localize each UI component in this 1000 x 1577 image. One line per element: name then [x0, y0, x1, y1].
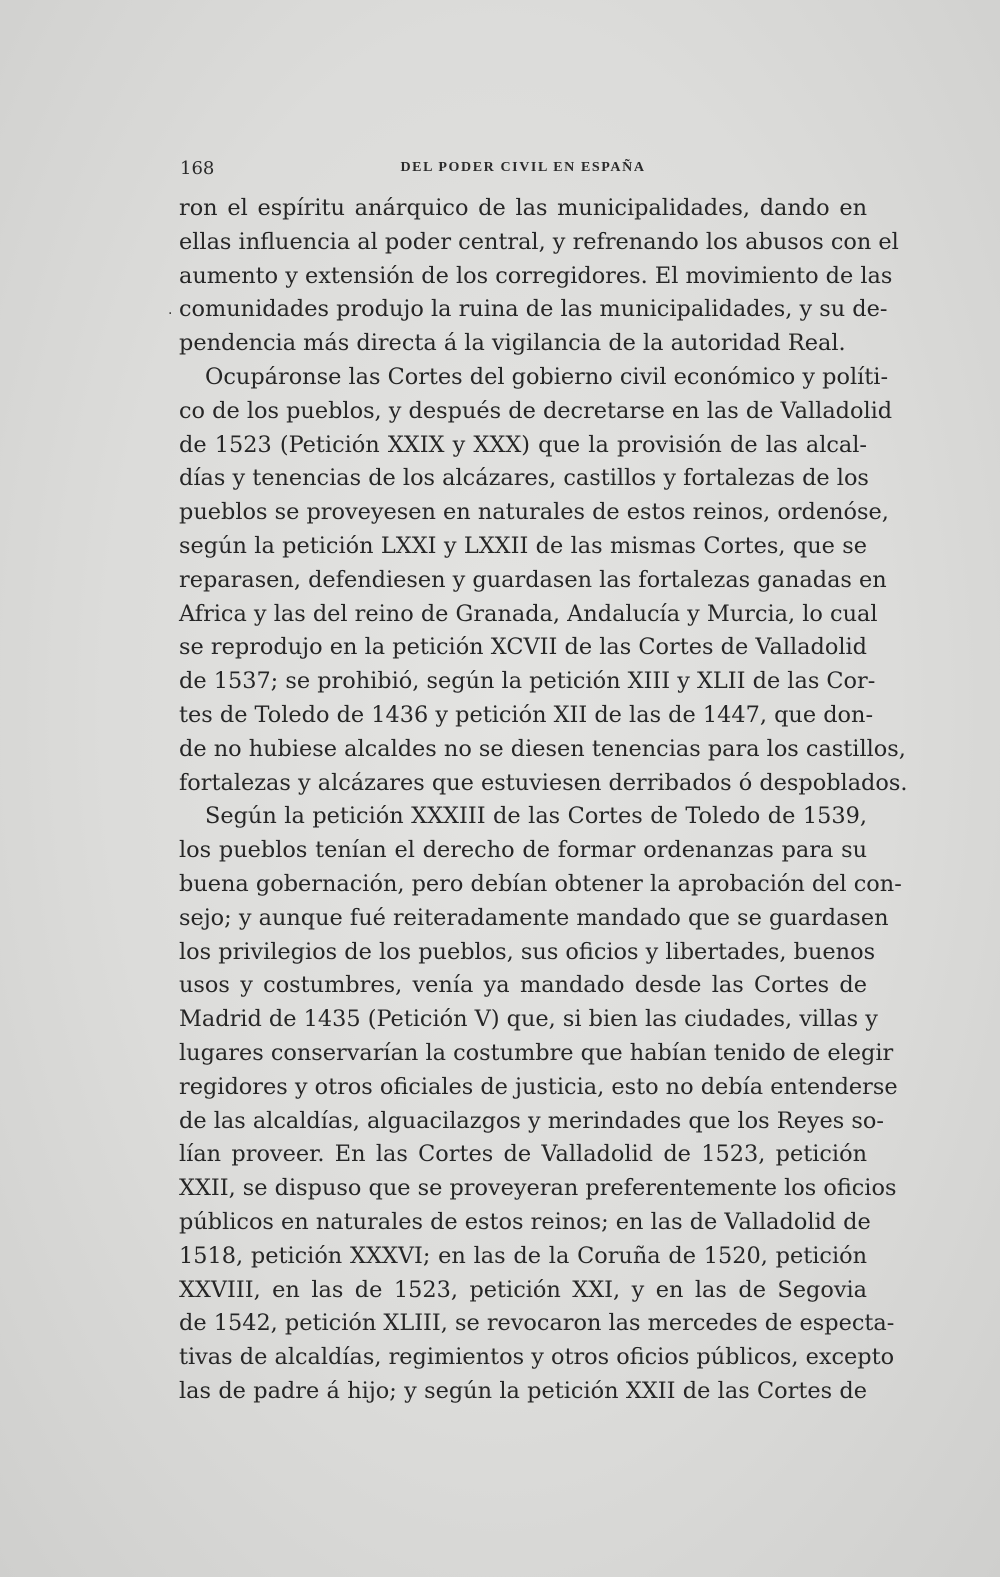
text-line: de las alcaldías, alguacilazgos y merindades que los Reyes so- — [179, 1107, 884, 1134]
text-line: de no hubiese alcaldes no se diesen tenencias para los castillos, — [179, 735, 906, 762]
text-line: Según la petición XXXIII de las Cortes de Toledo de 1539, — [205, 803, 867, 830]
margin-mark: · — [168, 306, 173, 322]
text-line: 1518, petición XXXVI; en las de la Coruña de 1520, petición — [179, 1242, 867, 1269]
text-line: comunidades produjo la ruina de las municipalidades, y su de- — [179, 296, 888, 323]
text-line: ellas influencia al poder central, y refrenando los abusos con el — [179, 228, 899, 255]
text-line: de 1542, petición XLIII, se revocaron las mercedes de especta- — [179, 1310, 895, 1337]
text-line: XXII, se dispuso que se proveyeran preferentemente los oficios — [179, 1175, 897, 1202]
page-number: 168 — [180, 158, 215, 179]
text-line: los pueblos tenían el derecho de formar ordenanzas para su — [179, 837, 867, 864]
text-line: regidores y otros oficiales de justicia, esto no debía entenderse — [179, 1073, 898, 1100]
text-line: días y tenencias de los alcázares, castillos y fortalezas de los — [179, 465, 869, 492]
text-line: reparasen, defendiesen y guardasen las fortalezas ganadas en — [179, 566, 887, 593]
text-line: tivas de alcaldías, regimientos y otros oficios públicos, excepto — [179, 1344, 895, 1371]
text-line: usos y costumbres, venía ya mandado desde las Cortes de — [179, 972, 867, 999]
text-line: las de padre á hijo; y según la petición XXII de las Cortes de — [179, 1377, 867, 1404]
body-text — [179, 192, 908, 1409]
text-line: Africa y las del reino de Granada, Andalucía y Murcia, lo cual — [179, 600, 878, 627]
page-header — [180, 158, 866, 188]
text-line: pendencia más directa á la vigilancia de la autoridad Real. — [179, 330, 846, 357]
text-line: Ocupáronse las Cortes del gobierno civil económico y políti- — [205, 363, 889, 390]
text-line: de 1523 (Petición XXIX y XXX) que la provisión de las alcal- — [179, 431, 867, 458]
text-line: aumento y extensión de los corregidores. El movimiento de las — [179, 262, 893, 289]
text-line: XXVIII, en las de 1523, petición XXI, y en las de Segovia — [179, 1276, 867, 1303]
running-head: DEL PODER CIVIL EN ESPAÑA — [400, 160, 646, 175]
text-line: ron el espíritu anárquico de las municipalidades, dando en — [179, 195, 867, 221]
text-line: públicos en naturales de estos reinos; en las de Valladolid de — [179, 1208, 871, 1235]
text-line: lugares conservarían la costumbre que habían tenido de elegir — [179, 1039, 894, 1066]
text-line: Madrid de 1435 (Petición V) que, si bien las ciudades, villas y — [179, 1006, 878, 1033]
text-line: tes de Toledo de 1436 y petición XII de las de 1447, que don- — [179, 701, 874, 728]
text-line: sejo; y aunque fué reiteradamente mandado que se guardasen — [179, 904, 889, 931]
text-line: lían proveer. En las Cortes de Valladolid de 1523, petición — [179, 1141, 867, 1168]
text-line: los privilegios de los pueblos, sus oficios y libertades, buenos — [179, 938, 876, 965]
text-line: pueblos se proveyesen en naturales de estos reinos, ordenóse, — [179, 499, 889, 526]
text-line: co de los pueblos, y después de decretarse en las de Valladolid — [179, 397, 893, 424]
text-line: buena gobernación, pero debían obtener la aprobación del con- — [179, 870, 902, 897]
text-line: fortalezas y alcázares que estuviesen derribados ó despoblados. — [179, 769, 908, 796]
text-line: se reprodujo en la petición XCVII de las Cortes de Valladolid — [179, 634, 867, 661]
text-line: de 1537; se prohibió, según la petición XIII y XLII de las Cor- — [179, 668, 876, 695]
text-line: según la petición LXXI y LXXII de las mismas Cortes, que se — [179, 532, 867, 559]
